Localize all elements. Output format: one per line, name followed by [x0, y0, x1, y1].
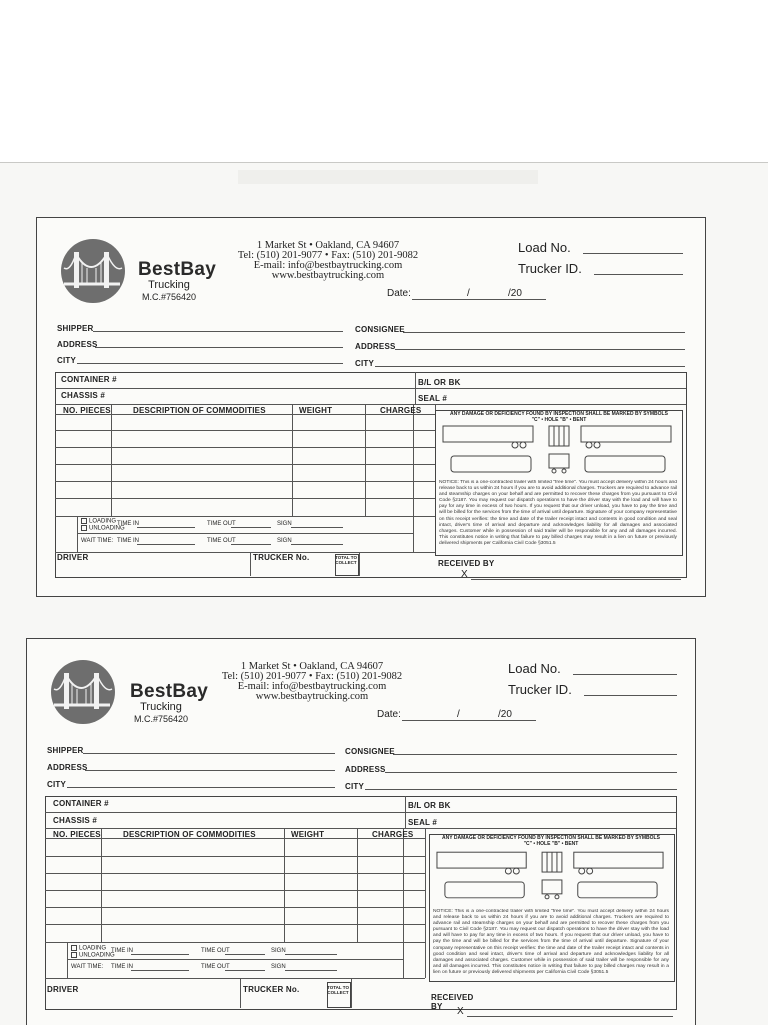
grid-rule	[67, 959, 403, 960]
table-row[interactable]	[45, 873, 425, 874]
shipper-address-label: ADDRESS	[57, 340, 98, 349]
time-out-field[interactable]	[225, 954, 265, 955]
chassis-label: CHASSIS #	[61, 391, 106, 400]
sign-field[interactable]	[285, 954, 337, 955]
wait-sign-field[interactable]	[291, 544, 343, 545]
total-to-collect-label: TOTAL TO COLLECT	[327, 985, 349, 995]
received-by-field[interactable]	[467, 1016, 673, 1017]
date-label: Date:	[377, 709, 401, 720]
sign-label: SIGN	[271, 948, 286, 954]
consignee-city-field[interactable]	[375, 366, 685, 367]
loading-label: LOADING	[89, 518, 117, 525]
load-no-field[interactable]	[573, 674, 677, 675]
table-row[interactable]	[45, 907, 425, 908]
time-in-field[interactable]	[131, 954, 189, 955]
grid-rule	[240, 978, 241, 1008]
company-email: E-mail: info@bestbaytrucking.com	[237, 681, 387, 692]
table-row[interactable]	[45, 924, 425, 925]
time-out-field[interactable]	[231, 527, 271, 528]
consignee-field[interactable]	[403, 332, 685, 333]
grid-rule	[351, 978, 352, 1008]
time-in-label: TIME IN	[111, 948, 133, 954]
consignee-label: CONSIGNEE	[345, 747, 395, 756]
weight-header: WEIGHT	[291, 830, 325, 839]
table-row[interactable]	[55, 447, 435, 448]
company-website: www.bestbaytrucking.com	[255, 691, 369, 702]
mc-number: M.C.#756420	[133, 714, 189, 724]
grid-rule	[67, 942, 68, 978]
grid-rule	[77, 516, 78, 552]
sign-field[interactable]	[291, 527, 343, 528]
grid-rule	[403, 828, 404, 978]
company-address: 1 Market St • Oakland, CA 94607	[240, 661, 384, 672]
container-label: CONTAINER #	[53, 799, 109, 808]
grid-rule	[292, 404, 293, 516]
time-out-label: TIME OUT	[207, 521, 236, 527]
consignee-address-label: ADDRESS	[355, 342, 396, 351]
blank-page-top	[0, 0, 768, 162]
date-year: /20	[498, 709, 512, 720]
signature-x: X	[461, 569, 468, 580]
bl-bk-label: B/L OR BK	[408, 801, 451, 810]
grid-rule	[111, 404, 112, 516]
grid-rule	[55, 404, 686, 405]
company-tagline: Trucking	[148, 279, 190, 291]
time-in-field[interactable]	[137, 527, 195, 528]
description-header: DESCRIPTION OF COMMODITIES	[123, 830, 256, 839]
load-no-field[interactable]	[583, 253, 683, 254]
charges-header: CHARGES	[380, 406, 422, 415]
table-row[interactable]	[55, 516, 435, 517]
driver-label: DRIVER	[47, 985, 79, 994]
grid-rule	[77, 533, 413, 534]
wait-sign-field[interactable]	[285, 970, 337, 971]
shipper-city-label: CITY	[57, 356, 77, 365]
table-row[interactable]	[55, 481, 435, 482]
date-separator: /	[457, 709, 460, 720]
shipper-address-label: ADDRESS	[47, 763, 88, 772]
shipper-field[interactable]	[83, 753, 335, 754]
notice-text: NOTICE: This is a one-contracted trailer with limited "free time". You must accept delivery within 24 hours and release back to us within 24 hours if you are to avoid additional charges. Truckers are required to advance rail and steamship charges on your behalf and are permitted to recover these charges from you pursuant to Civil Code §2187. You may request our dispatch operations to have the driver stay with the load and will have to pay for any time in excess of two hours. If you request that our driver unload, you have to pay the time and will be billed for the services from the time of arrival until departure. Signature of your company representative on this receipt verifies: the time and date of the trailer receipt intact and contents in good condition and seal intact, driver's time of arrival and departure and acknowledges liability for all damages and associated charges. Customer while in possession of said trailer will be responsible for any and all damages incurred. This constitutes notice in writing that failure to pay billed charges may result in a lien on future or previously delivered shipments per California Civil Code §3051.5	[439, 480, 677, 546]
date-field[interactable]	[402, 720, 536, 721]
trucker-id-field[interactable]	[594, 274, 683, 275]
wait-time-in-label: TIME IN	[117, 538, 139, 544]
trucker-id-label: Trucker ID.	[518, 261, 582, 276]
notice-text: NOTICE: This is a one-contracted trailer with limited "free time". You must accept delivery within 24 hours and release back to us within 24 hours if you are to avoid additional charges. Truckers are required to advance rail and steamship charges on your behalf and are permitted to recover these charges from you pursuant to Civil Code §2187. You may request our dispatch operations to have the driver stay with the load and will have to pay for any time in excess of two hours. If you request that our driver unload, you have to pay the time and will be billed for the services from the time of arrival until departure. Signature of your company representative on this receipt verifies: the time and date of the trailer receipt intact and contents in good condition and seal intact, driver's time of arrival and departure and acknowledges liability for all damages and associated charges. Customer while in possession of said trailer will be responsible for any and all damages incurred. This constitutes notice in writing that failure to pay billed charges may result in a lien on future or previously delivered shipments per California Civil Code §3051.5	[433, 909, 669, 975]
bl-bk-label: B/L OR BK	[418, 378, 461, 387]
total-to-collect-label: TOTAL TO COLLECT	[335, 555, 357, 565]
date-label: Date:	[387, 288, 411, 299]
bridge-logo-icon	[50, 659, 116, 725]
charges-header: CHARGES	[372, 830, 414, 839]
consignee-city-label: CITY	[345, 782, 365, 791]
trucker-no-label: TRUCKER No.	[253, 553, 310, 562]
grid-rule	[45, 978, 425, 979]
table-row[interactable]	[55, 430, 435, 431]
delivery-receipt-form-1	[36, 217, 706, 597]
container-label: CONTAINER #	[61, 375, 117, 384]
signature-x: X	[457, 1006, 464, 1017]
company-name: BestBay	[130, 681, 209, 702]
load-no-label: Load No.	[508, 661, 561, 676]
shipper-field[interactable]	[93, 331, 343, 332]
bridge-logo-icon	[60, 238, 126, 304]
table-row[interactable]	[55, 464, 435, 465]
trailer-diagram-icon	[439, 424, 677, 476]
date-field[interactable]	[412, 299, 546, 300]
time-out-label: TIME OUT	[201, 948, 230, 954]
load-no-label: Load No.	[518, 240, 571, 255]
consignee-address-label: ADDRESS	[345, 765, 386, 774]
received-label: RECEIVED BY	[431, 993, 474, 1011]
shipper-city-label: CITY	[47, 780, 67, 789]
trailer-diagram-icon	[433, 849, 669, 903]
loading-label: LOADING	[79, 945, 107, 952]
damage-heading: ANY DAMAGE OR DEFICIENCY FOUND BY INSPECTION SHALL BE MARKED BY SYMBOLS "C" • HOLE "B" • BENT	[442, 835, 660, 847]
received-label: RECEIVED BY	[438, 559, 495, 568]
unloading-label: UNLOADING	[89, 525, 125, 532]
shipper-city-field[interactable]	[77, 363, 343, 364]
seal-label: SEAL #	[408, 818, 438, 827]
company-name: BestBay	[138, 259, 217, 280]
seal-label: SEAL #	[418, 394, 448, 403]
damage-heading: ANY DAMAGE OR DEFICIENCY FOUND BY INSPECTION SHALL BE MARKED BY SYMBOLS "C" • HOLE "B" • BENT	[450, 411, 668, 423]
company-address: 1 Market St • Oakland, CA 94607	[256, 240, 400, 251]
wait-time-out-field[interactable]	[225, 970, 265, 971]
trucker-no-label: TRUCKER No.	[243, 985, 300, 994]
loading-checkbox[interactable]	[71, 945, 106, 952]
company-email: E-mail: info@bestbaytrucking.com	[253, 260, 403, 271]
chassis-label: CHASSIS #	[53, 816, 98, 825]
shipper-label: SHIPPER	[57, 324, 94, 333]
company-phone: Tel: (510) 201-9077 • Fax: (510) 201-9082	[221, 671, 403, 682]
consignee-field[interactable]	[393, 754, 677, 755]
unloading-checkbox[interactable]	[71, 952, 115, 959]
wait-time-out-label: TIME OUT	[207, 538, 236, 544]
company-phone: Tel: (510) 201-9077 • Fax: (510) 201-9082	[237, 250, 419, 261]
trucker-id-label: Trucker ID.	[508, 682, 572, 697]
pieces-header: NO. PIECES	[63, 406, 111, 415]
consignee-city-label: CITY	[355, 359, 375, 368]
wait-time-in-field[interactable]	[131, 970, 189, 971]
wait-time-out-label: TIME OUT	[201, 964, 230, 970]
page-edge	[0, 162, 768, 163]
date-year: /20	[508, 288, 522, 299]
grid-rule	[365, 404, 366, 516]
consignee-address-field[interactable]	[395, 349, 685, 350]
unloading-label: UNLOADING	[79, 952, 115, 959]
grid-rule	[45, 828, 676, 829]
company-website: www.bestbaytrucking.com	[271, 270, 385, 281]
table-row[interactable]	[45, 942, 425, 943]
table-row[interactable]	[55, 498, 435, 499]
grid-rule	[250, 552, 251, 576]
bleed-through-smudge	[238, 170, 538, 184]
driver-label: DRIVER	[57, 553, 89, 562]
grid-rule	[425, 828, 426, 978]
delivery-receipt-form-2	[26, 638, 696, 1025]
wait-time-in-field[interactable]	[137, 544, 195, 545]
wait-time-in-label: TIME IN	[111, 964, 133, 970]
wait-time-label: WAIT TIME:	[71, 964, 104, 970]
shipper-city-field[interactable]	[67, 787, 335, 788]
grid-rule	[415, 372, 416, 404]
grid-rule	[413, 404, 414, 552]
received-by-field[interactable]	[471, 579, 681, 580]
trucker-id-field[interactable]	[584, 695, 677, 696]
grid-rule	[359, 552, 360, 576]
shipper-address-field[interactable]	[85, 770, 335, 771]
description-header: DESCRIPTION OF COMMODITIES	[133, 406, 266, 415]
wait-sign-label: SIGN	[277, 538, 292, 544]
shipper-label: SHIPPER	[47, 746, 84, 755]
consignee-city-field[interactable]	[365, 789, 677, 790]
sign-label: SIGN	[277, 521, 292, 527]
mc-number: M.C.#756420	[141, 292, 197, 302]
table-row[interactable]	[45, 890, 425, 891]
grid-rule	[45, 812, 676, 813]
pieces-header: NO. PIECES	[53, 830, 101, 839]
time-in-label: TIME IN	[117, 521, 139, 527]
wait-sign-label: SIGN	[271, 964, 286, 970]
weight-header: WEIGHT	[299, 406, 333, 415]
wait-time-out-field[interactable]	[231, 544, 271, 545]
loading-checkbox[interactable]	[81, 518, 116, 525]
date-separator: /	[467, 288, 470, 299]
wait-time-label: WAIT TIME:	[81, 538, 114, 544]
consignee-address-field[interactable]	[385, 772, 677, 773]
grid-rule	[405, 796, 406, 828]
shipper-address-field[interactable]	[95, 347, 343, 348]
grid-rule	[55, 388, 686, 389]
consignee-label: CONSIGNEE	[355, 325, 405, 334]
company-tagline: Trucking	[140, 701, 182, 713]
table-row[interactable]	[45, 856, 425, 857]
grid-rule	[55, 552, 435, 553]
